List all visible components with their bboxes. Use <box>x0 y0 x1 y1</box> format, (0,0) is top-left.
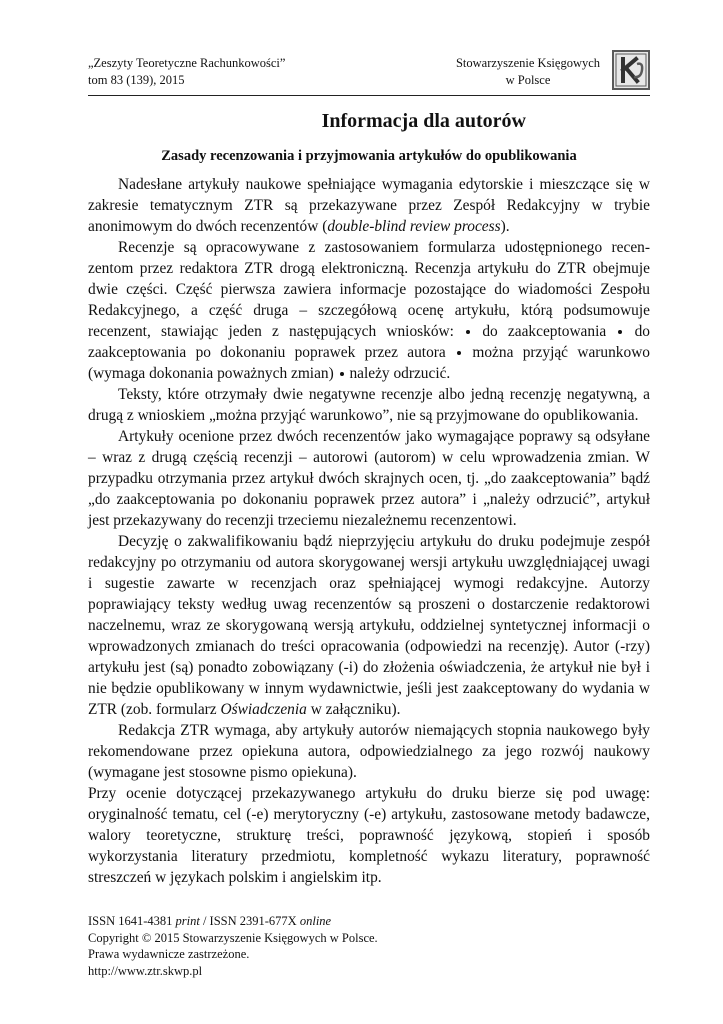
bullet-dot-icon <box>466 330 470 334</box>
page-title: Informacja dla autorów <box>321 110 526 132</box>
paragraph-1 <box>88 174 650 237</box>
page-footer <box>88 913 378 979</box>
emphasis-text: Oświadczenia <box>220 701 307 718</box>
issn-text: ISSN 1641-4381 <box>88 914 176 928</box>
journal-header <box>88 55 285 89</box>
paragraph-7: Przy ocenie dotyczącej przekazywanego artykułu do druku bierze się pod uwagę: oryginalność tematu, cel (-e) merytoryczny (-e) artykułu, zastosowane metody badawcze, walory teoretyczne, strukturę treści, poprawność językową, stopień i sposób wykorzystania literatury przedmiotu, kompletność wykazu literatury, poprawność streszczeń w językach polskim i angielskim itp. <box>88 785 650 886</box>
copyright-line: Copyright © 2015 Stowarzyszenie Księgowych w Polsce. <box>88 930 378 945</box>
option-text: należy odrzucić. <box>345 365 451 382</box>
paragraph-text: ). <box>500 218 510 235</box>
issn-online-label: online <box>299 914 332 928</box>
paragraph-2 <box>88 237 650 384</box>
emphasis-text: double-blind review process <box>327 218 501 235</box>
bullet-dot-icon <box>457 351 461 355</box>
paragraph-text: Nadesłane artykuły naukowe spełniające wymagania edytorskie i mieszczące się w zakresie tematycznym ZTR są przekazywane przez Zespół Redakcyjny w trybie anonimowym do dwóch recenzentów ( <box>88 176 650 235</box>
option-text: do zaakceptowania po dokonaniu poprawek przez autora <box>88 323 650 361</box>
journal-name: „Zeszyty Teoretyczne Rachunkowości” <box>88 56 286 70</box>
issn-text: / ISSN 2391-677X <box>199 914 300 928</box>
header-rule <box>88 95 650 96</box>
issn-line <box>88 913 378 930</box>
option-text: do zaakceptowania <box>472 323 617 340</box>
paragraph-5 <box>88 531 650 720</box>
skwp-logo-icon <box>612 50 650 90</box>
website-url: http://www.ztr.skwp.pl <box>88 963 203 978</box>
publisher-header <box>448 55 608 89</box>
paragraph-text: w załączniku). <box>306 701 401 718</box>
bullet-dot-icon <box>618 330 622 334</box>
publisher-line1: Stowarzyszenie Księgowych <box>455 56 601 70</box>
paragraph-3: Teksty, które otrzymały dwie negatywne recenzje albo jedną recenzję negatywną, a drugą z wnioskiem „można przyjąć warunkowo”, nie są przyjmowane do opublikowania. <box>88 386 650 424</box>
paragraph-text: Decyzję o zakwalifikowaniu bądź nieprzyjęciu artykułu do druku podejmuje zespół redakcyjny po otrzymaniu od autora skorygowanej wersji artykułu uwzględniającej uwagi i sugestie zawarte w recenzjach oraz spełniającej wymogi redakcyjne. Autorzy poprawiający teksty według uwag recenzentów są proszeni o dostarczenie redaktorowi naczelnemu, wraz ze skorygowaną wersją artykułu, oddzielnej syntetycznej informacji o wprowadzonych zmianach do treści opracowania (odpowiedzi na recenzję). Autor (-rzy) artykułu jest (są) ponadto zobowiązany (-i) do złożenia oświadczenia, że artykuł nie był i nie będzie opublikowany w innym wydawnictwie, jeśli jest zaakceptowany do wydania w ZTR (zob. formularz <box>88 533 650 718</box>
option-text: można przyjąć warunkowo (wymaga dokonania poważnych zmian) <box>88 344 650 382</box>
issn-print-label: print <box>175 914 200 928</box>
page-subtitle: Zasady recenzowania i przyjmowania artykułów do opublikowania <box>161 148 577 164</box>
bullet-dot-icon <box>340 372 344 376</box>
article-body <box>88 174 650 888</box>
rights-line: Prawa wydawnicze zastrzeżone. <box>88 947 250 962</box>
journal-volume: tom 83 (139), 2015 <box>88 73 185 87</box>
paragraph-6: Redakcja ZTR wymaga, aby artykuły autorów niemających stopnia naukowego były rekomendowane przez opiekuna autora, odpowiedzialnego za jego rozwój naukowy (wymagane jest stosowne pismo opiekuna). <box>88 722 650 781</box>
paragraph-4: Artykuły ocenione przez dwóch recenzentów jako wymagające poprawy są odsyłane – wraz z drugą częścią recenzji – autorowi (autorom) w celu wprowadzenia zmian. W przypadku otrzymania przez artykuł dwóch skrajnych ocen, tj. „do zaakceptowania” bądź „do zaakceptowania po dokonaniu poprawek przez autora” i „należy odrzucić”, artykuł jest przekazywany do recenzji trzeciemu niezależnemu recenzentowi. <box>88 428 650 529</box>
publisher-line2: w Polsce <box>505 73 551 87</box>
paragraph-text: Recenzje są opracowywane z zastosowaniem formularza udostępnionego recenzentom przez redaktora ZTR drogą elektroniczną. Recenzja artykułu do ZTR obejmuje dwie części. Część pierwsza zawiera informacje pozostające do wiadomości Zespołu Redakcyjnego, a część druga – szczegółową ocenę artykułu, którą podsumowuje recenzent, stawiając jeden z następujących wniosków: <box>88 239 650 340</box>
